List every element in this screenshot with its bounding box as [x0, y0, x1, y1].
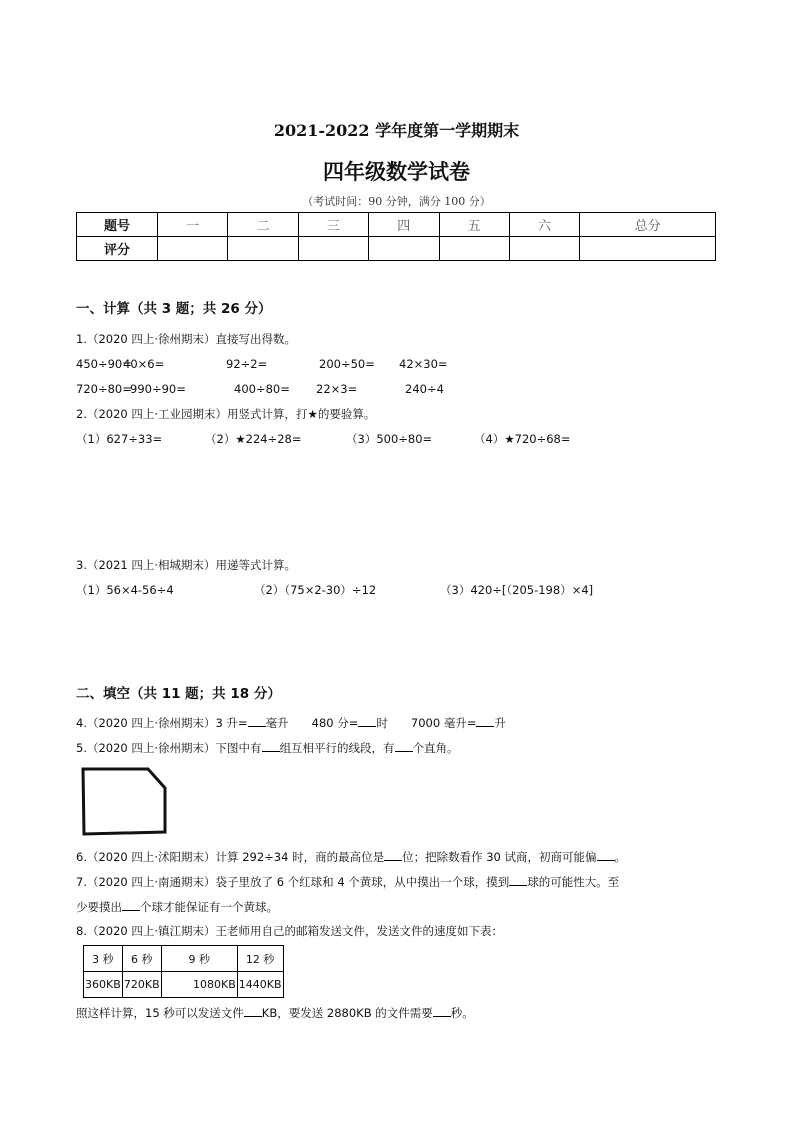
table-cell: 6 秒 [122, 946, 161, 972]
sub-question: （2）★224÷28= [205, 432, 302, 446]
table-row [77, 237, 716, 261]
table-cell: 360KB [84, 972, 123, 998]
speed-table [83, 945, 284, 998]
score-cell[interactable] [439, 237, 509, 261]
exam-title: 2021-2022 学年度第一学期期末 [273, 121, 520, 140]
answer-blank[interactable] [262, 740, 280, 752]
expression: 400÷80= [234, 382, 290, 396]
table-cell: 12 秒 [237, 946, 283, 972]
sub-question: （1）627÷33= [76, 432, 163, 446]
answer-blank[interactable] [384, 849, 402, 861]
answer-blank[interactable] [248, 715, 266, 727]
question-8-prompt [76, 1005, 474, 1021]
sub-question: （4）★720÷68= [474, 432, 571, 446]
expression: 22×3= [316, 382, 358, 396]
table-header: 二 [228, 213, 298, 237]
expression: 990÷90= [130, 382, 186, 396]
table-header: 题号 [77, 213, 158, 237]
text: KB，要发送 2880KB 的文件需要 [261, 1006, 433, 1020]
expression: 42×30= [399, 357, 448, 371]
score-cell[interactable] [298, 237, 368, 261]
score-cell[interactable] [580, 237, 716, 261]
answer-blank[interactable] [244, 1005, 262, 1017]
text: 4.（2020 四上·徐州期末）3 升= [76, 716, 248, 730]
table-cell: 9 秒 [161, 946, 237, 972]
expression: 450÷90= [76, 357, 132, 371]
text: 少要摸出 [76, 900, 122, 914]
expression: 200÷50= [319, 357, 375, 371]
section-2-title: 二、填空（共 11 题；共 18 分） [76, 686, 281, 702]
exam-note: （考试时间：90 分钟，满分 100 分） [302, 195, 491, 208]
text: 6.（2020 四上·沭阳期末）计算 292÷34 时，商的最高位是 [76, 850, 385, 864]
table-cell: 720KB [122, 972, 161, 998]
answer-blank[interactable] [433, 1005, 451, 1017]
question-8: 8.（2020 四上·镇江期末）王老师用自己的邮箱发送文件，发送文件的速度如下表： [76, 924, 504, 938]
text: 。 [614, 850, 627, 864]
expression: 40×6= [123, 357, 165, 371]
expression: 240÷4 [405, 382, 444, 396]
table-header: 四 [369, 213, 439, 237]
exam-subtitle: 四年级数学试卷 [323, 160, 470, 184]
sub-question: （2）（75×2-30）÷12 [254, 583, 377, 597]
answer-blank[interactable] [509, 874, 527, 886]
table-header: 三 [298, 213, 368, 237]
question-2: 2.（2020 四上·工业园期末）用竖式计算，打★的要验算。 [76, 407, 376, 421]
chamfered-rectangle-figure [78, 764, 173, 840]
table-header: 六 [509, 213, 579, 237]
table-row [84, 972, 284, 998]
text: 个直角。 [412, 741, 459, 755]
table-header: 总分 [580, 213, 716, 237]
answer-blank[interactable] [597, 849, 615, 861]
question-4 [76, 715, 506, 731]
score-cell[interactable] [158, 237, 228, 261]
sub-question: （3）420÷[（205-198）×4] [440, 583, 594, 597]
text: 秒。 [450, 1006, 474, 1020]
question-7 [76, 874, 619, 890]
text: 5.（2020 四上·徐州期末）下图中有 [76, 741, 262, 755]
score-cell[interactable] [509, 237, 579, 261]
text: 7.（2020 四上·南通期末）袋子里放了 6 个红球和 4 个黄球，从中摸出一个球，摸到 [76, 875, 510, 889]
question-5 [76, 740, 459, 756]
row-label: 评分 [77, 237, 158, 261]
sub-question: （1）56×4-56÷4 [76, 583, 174, 597]
question-6 [76, 849, 626, 865]
text: 时 7000 毫升= [376, 716, 477, 730]
score-cell[interactable] [369, 237, 439, 261]
answer-blank[interactable] [358, 715, 376, 727]
table-cell: 1440KB [237, 972, 283, 998]
text: 升 [494, 716, 506, 730]
expression: 720÷80= [76, 382, 132, 396]
table-cell: 3 秒 [84, 946, 123, 972]
question-3: 3.（2021 四上·相城期末）用递等式计算。 [76, 558, 297, 572]
table-header: 一 [158, 213, 228, 237]
table-cell: 1080KB [161, 972, 237, 998]
text: 球的可能性大。至 [527, 875, 620, 889]
question-1: 1.（2020 四上·徐州期末）直接写出得数。 [76, 332, 297, 346]
score-table [76, 212, 716, 261]
answer-blank[interactable] [122, 899, 140, 911]
section-1-title: 一、计算（共 3 题；共 26 分） [76, 301, 272, 317]
text: 毫升 480 分= [265, 716, 359, 730]
score-cell[interactable] [228, 237, 298, 261]
answer-blank[interactable] [395, 740, 413, 752]
table-header: 五 [439, 213, 509, 237]
text: 组互相平行的线段，有 [279, 741, 395, 755]
text: 照这样计算，15 秒可以发送文件 [76, 1006, 244, 1020]
question-7-continued [76, 899, 278, 915]
text: 位；把除数看作 30 试商，初商可能偏 [402, 850, 597, 864]
table-row [77, 213, 716, 237]
text: 个球才能保证有一个黄球。 [140, 900, 278, 914]
answer-blank[interactable] [476, 715, 494, 727]
expression: 92÷2= [226, 357, 268, 371]
sub-question: （3）500÷80= [346, 432, 433, 446]
table-row [84, 946, 284, 972]
